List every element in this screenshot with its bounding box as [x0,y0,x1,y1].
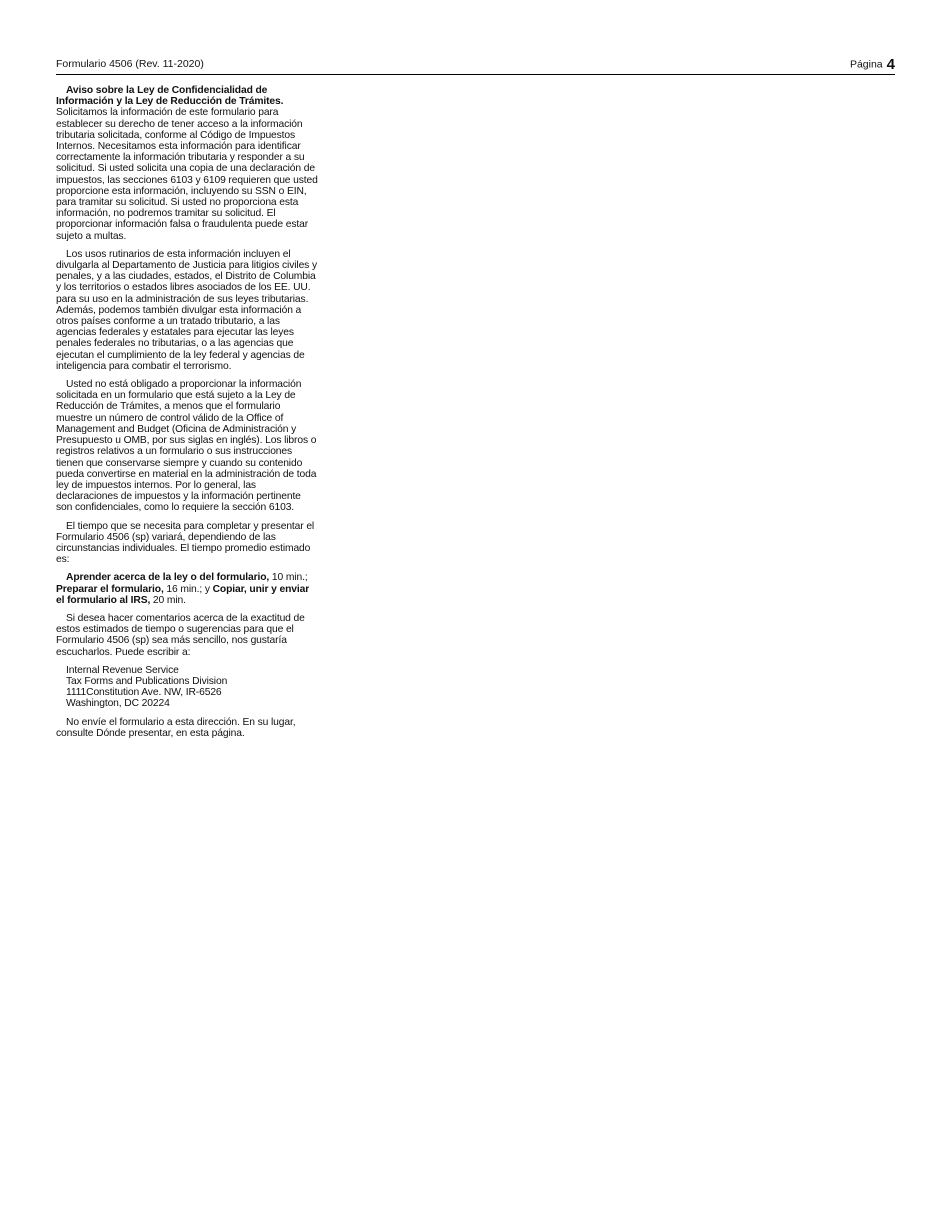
time-estimates-paragraph [56,572,318,606]
address-line-1: Internal Revenue Service [66,664,179,676]
page-label [850,56,895,73]
privacy-heading: Aviso sobre la Ley de Confidencialidad de Información y la Ley de Reducción de Trámites. [56,85,284,108]
time-intro-paragraph: El tiempo que se necesita para completar y presentar el Formulario 4506 (sp) variará, dependiendo de las circunstancias individuales. El tiempo promedio estimado es: [56,520,315,566]
address-line-2: Tax Forms and Publications Division [66,675,228,687]
form-id: Formulario 4506 (Rev. 11-2020) [56,58,204,70]
comments-paragraph: Si desea hacer comentarios acerca de la exactitud de estos estimados de tiempo o sugerencias para que el Formulario 4506 (sp) sea más sencillo, nos gustaría escucharlos. Puede escribir a: [56,612,305,658]
time-prepare-value: 16 min.; y [163,583,213,595]
routine-uses-paragraph: Los usos rutinarios de esta información incluyen el divulgarla al Departamento de Justicia para litigios civiles y penales, y a las ciudades, estados, el Distrito de Columbia y los territorios o estados libres asociados de los EE. UU. para su uso en la administración de sus leyes tributarias. Además, podemos también divulgar esta información a otros países conforme a un tratado tributario, a las agencias federales y estatales para ejecutar las leyes penales federales no tributarias, o a las agencias que ejecutan el cumplimiento de la ley federal y agencias de inteligencia para combatir el terrorismo. [56,248,317,372]
time-learn-value: 10 min.; [269,572,308,584]
time-learn-label: Aprender acerca de la ley o del formulario, [66,572,270,584]
privacy-notice-column [56,85,318,746]
do-not-send-paragraph: No envíe el formulario a esta dirección. En su lugar, consulte Dónde presentar, en esta página. [56,716,296,739]
page-header [56,56,895,75]
omb-paragraph: Usted no está obligado a proporcionar la información solicitada en un formulario que está sujeto a la Ley de Reducción de Trámites, a menos que el formulario muestre un número de control válido de la Office of Management and Budget (Oficina de Administración y Presupuesto u OMB, por sus siglas en inglés). Los libros o registros relativos a un formulario o sus instrucciones tienen que conservarse siempre y cuando su contenido pueda convertirse en material en la administración de toda ley de impuestos internos. Por lo general, las declaraciones de impuestos y la información pertinente son confidenciales, como lo requiere la sección 6103. [56,379,317,514]
time-prepare-label: Preparar el formulario, [56,583,164,595]
privacy-paragraph-1-body: Solicitamos la información de este formulario para establecer su derecho de tener acceso a la información tributaria solicitada, conforme al Código de Impuestos Internos. Necesitamos esta información para identificar correctamente la información tributaria y responder a su solicitud. Si usted solicita una copia de una declaración de impuestos, las secciones 6103 y 6109 requieren que usted proporcione esta información, incluyendo su SSN o EIN, para tramitar su solicitud. Si usted no proporciona esta información, no podremos tramitar su solicitud. El proporcionar información falsa o fraudulenta puede estar sujeto a multas. [56,107,318,242]
time-copy-label: Copiar, unir y enviar el formulario al IRS, [56,583,310,606]
page-number: 4 [886,56,895,73]
irs-address [66,665,318,710]
address-line-4: Washington, DC 20224 [66,698,170,710]
address-line-3: 1111Constitution Ave. NW, IR-6526 [66,687,222,699]
page-word: Página [849,58,883,71]
time-copy-value: 20 min. [150,594,186,606]
privacy-paragraph-1 [56,85,318,242]
